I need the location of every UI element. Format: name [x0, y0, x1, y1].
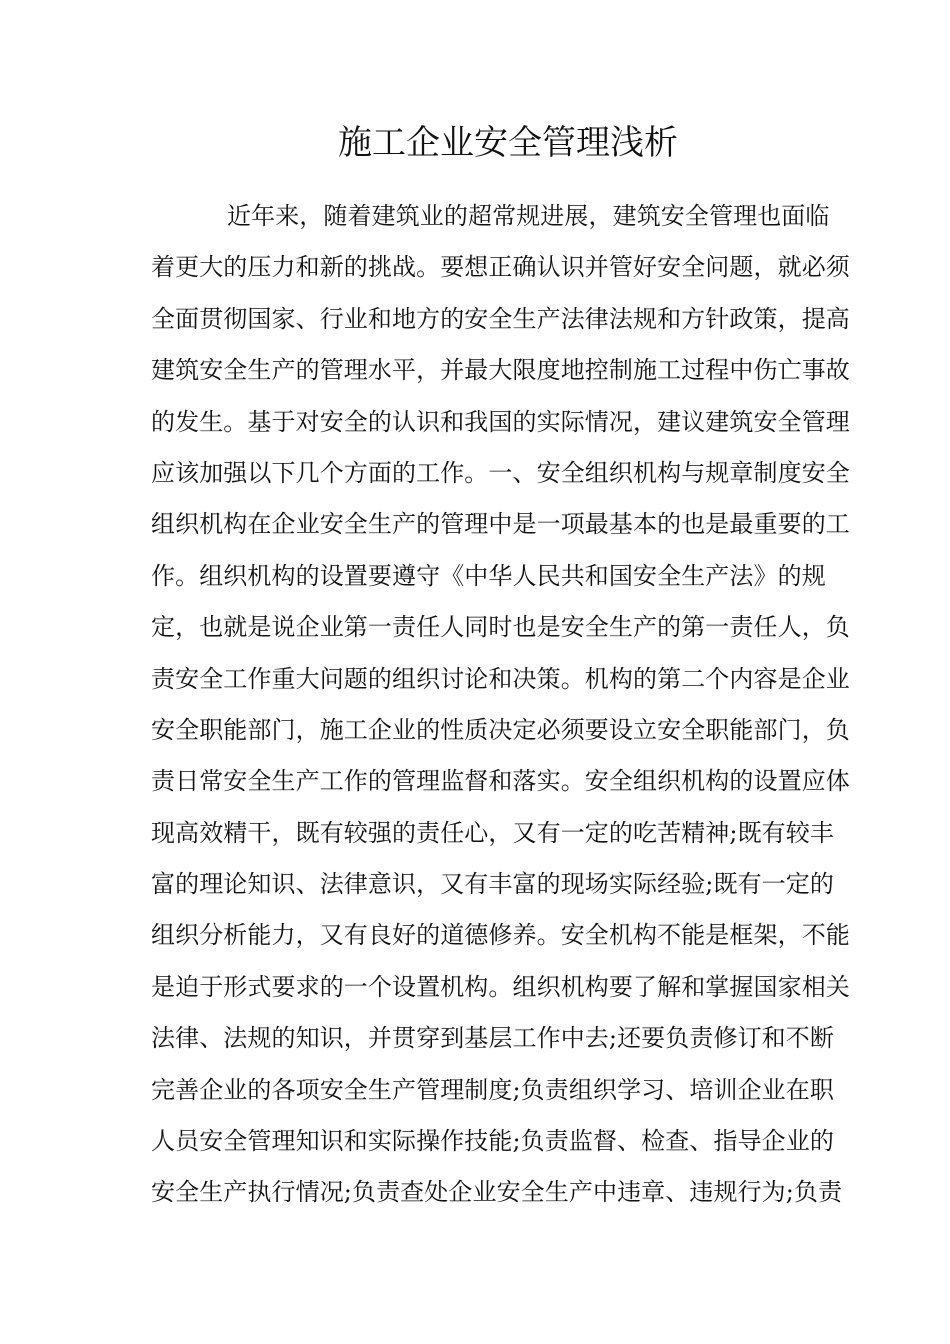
body-line: 的发生。基于对安全的认识和我国的实际情况，建议建筑安全管理	[151, 407, 850, 436]
body-line: 全面贯彻国家、行业和地方的安全生产法律法规和方针政策，提高	[151, 304, 850, 333]
body-line: 责安全工作重大问题的组织讨论和决策。机构的第二个内容是企业	[151, 664, 850, 693]
body-line: 定，也就是说企业第一责任人同时也是安全生产的第一责任人，负	[151, 613, 850, 642]
body-line: 安全职能部门，施工企业的性质决定必须要设立安全职能部门，负	[151, 715, 850, 744]
document-title: 施工企业安全管理浅析	[338, 123, 678, 163]
body-line: 是迫于形式要求的一个设置机构。组织机构要了解和掌握国家相关	[151, 972, 850, 1001]
body-line: 作。组织机构的设置要遵守《中华人民共和国安全生产法》的规	[151, 561, 826, 590]
body-line: 完善企业的各项安全生产管理制度;负责组织学习、培训企业在职	[151, 1075, 834, 1104]
body-line: 组织机构在企业安全生产的管理中是一项最基本的也是最重要的工	[151, 510, 850, 539]
body-line: 法律、法规的知识，并贯穿到基层工作中去;还要负责修订和不断	[151, 1024, 834, 1053]
body-line: 着更大的压力和新的挑战。要想正确认识并管好安全问题，就必须	[151, 253, 850, 282]
body-line: 应该加强以下几个方面的工作。一、安全组织机构与规章制度安全	[151, 458, 850, 487]
body-line: 人员安全管理知识和实际操作技能;负责监督、检查、指导企业的	[151, 1127, 834, 1156]
document-body	[151, 194, 850, 1222]
body-line: 现高效精干，既有较强的责任心，又有一定的吃苦精神;既有较丰	[151, 818, 834, 847]
body-line: 建筑安全生产的管理水平，并最大限度地控制施工过程中伤亡事故	[151, 356, 850, 385]
body-line: 组织分析能力，又有良好的道德修养。安全机构不能是框架，不能	[151, 921, 850, 950]
body-line: 近年来，随着建筑业的超常规进展，建筑安全管理也面临	[227, 202, 830, 230]
body-line: 富的理论知识、法律意识，又有丰富的现场实际经验;既有一定的	[151, 870, 834, 899]
body-line: 安全生产执行情况;负责查处企业安全生产中违章、违规行为;负责	[151, 1178, 843, 1207]
body-line: 责日常安全生产工作的管理监督和落实。安全组织机构的设置应体	[151, 767, 850, 796]
